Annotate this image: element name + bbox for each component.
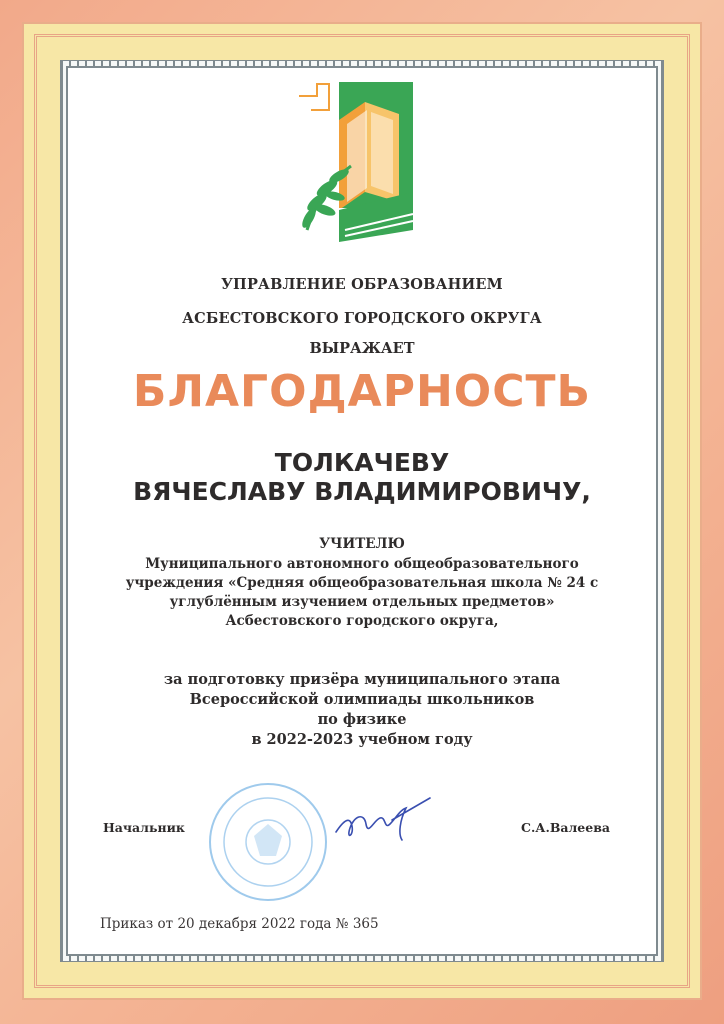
organization-line: Муниципального автономного общеобразовательного	[145, 556, 579, 572]
reason-line: в 2022-2023 учебном году	[251, 731, 473, 748]
organization-block	[66, 555, 658, 631]
recipient-position: УЧИТЕЛЮ	[319, 536, 405, 552]
organization-line: Асбестовского городского округа,	[225, 613, 499, 629]
recipient-name: ВЯЧЕСЛАВУ ВЛАДИМИРОВИЧУ,	[133, 477, 591, 506]
certificate-heading: БЛАГОДАРНОСТЬ	[132, 366, 592, 417]
official-stamp	[206, 780, 330, 904]
signature	[330, 790, 440, 850]
recipient-surname: ТОЛКАЧЕВУ	[274, 448, 450, 477]
issuer-line-2: АСБЕСТОВСКОГО ГОРОДСКОГО ОКРУГА	[182, 310, 542, 327]
reason-line: за подготовку призёра муниципального этапа	[163, 671, 561, 688]
reason-line: Всероссийской олимпиады школьников	[189, 691, 535, 708]
organization-line: учреждения «Средняя общеобразовательная школа № 24 с	[125, 575, 599, 591]
expresses-label: ВЫРАЖАЕТ	[309, 340, 415, 357]
chief-name: С.А.Валеева	[521, 820, 611, 835]
reason-line: по физике	[317, 711, 407, 728]
education-emblem-icon	[295, 80, 415, 245]
reason-block	[66, 670, 658, 750]
organization-line: углублённым изучением отдельных предметов»	[169, 594, 555, 610]
order-note: Приказ от 20 декабря 2022 года № 365	[100, 916, 379, 932]
chief-title: Начальник	[103, 820, 185, 835]
issuer-line-1: УПРАВЛЕНИЕ ОБРАЗОВАНИЕМ	[221, 276, 503, 293]
